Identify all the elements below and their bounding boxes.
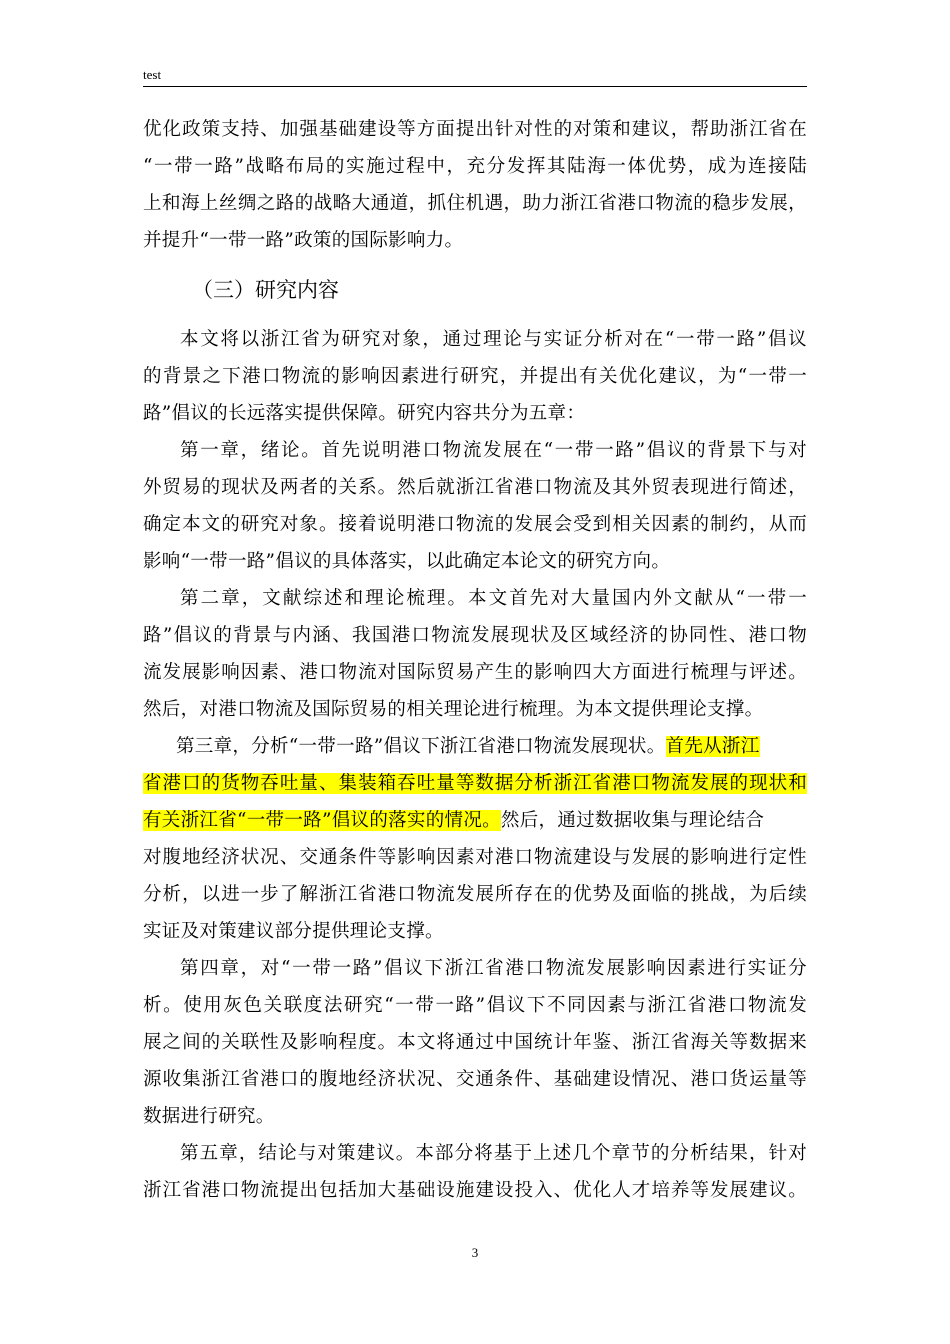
body-line: 第五章，结论与对策建议。本部分将基于上述几个章节的分析结果，针对 <box>180 1143 807 1164</box>
body-line: 影响“一带一路”倡议的具体落实，以此确定本论文的研究方向。 <box>143 551 671 572</box>
highlighted-text: 省港口的货物吞吐量、集装箱吞吐量等数据分析浙江省港口物流发展的现状和 <box>143 773 807 794</box>
highlighted-text: 首先从浙江 <box>665 736 760 757</box>
body-line: 流发展影响因素、港口物流对国际贸易产生的影响四大方面进行梳理与评述。 <box>143 662 807 683</box>
body-line: 源收集浙江省港口的腹地经济状况、交通条件、基础建设情况、港口货运量等 <box>143 1069 807 1090</box>
body-line: 浙江省港口物流提出包括加大基础设施建设投入、优化人才培养等发展建议。 <box>143 1180 807 1201</box>
body-line: 确定本文的研究对象。接着说明港口物流的发展会受到相关因素的制约，从而 <box>143 514 807 535</box>
section-heading: （三）研究内容 <box>192 278 339 302</box>
body-text: 然后，通过数据收集与理论结合 <box>500 810 765 831</box>
body-line: 分析，以进一步了解浙江省港口物流发展所存在的优势及面临的挑战，为后续 <box>143 884 807 905</box>
body-line: 展之间的关联性及影响程度。本文将通过中国统计年鉴、浙江省海关等数据来 <box>143 1032 807 1053</box>
body-line: 析。使用灰色关联度法研究“一带一路”倡议下不同因素与浙江省港口物流发 <box>143 995 807 1016</box>
body-line: 的背景之下港口物流的影响因素进行研究，并提出有关优化建议，为“一带一 <box>143 366 807 387</box>
body-line: 外贸易的现状及两者的关系。然后就浙江省港口物流及其外贸表现进行简述， <box>143 477 807 498</box>
body-line: “一带一路”战略布局的实施过程中，充分发挥其陆海一体优势，成为连接陆 <box>143 156 807 177</box>
body-line: 本文将以浙江省为研究对象，通过理论与实证分析对在“一带一路”倡议 <box>180 329 807 350</box>
header-rule <box>143 86 807 87</box>
body-line: 路”倡议的背景与内涵、我国港口物流发展现状及区域经济的协同性、港口物 <box>143 625 807 646</box>
body-line <box>143 765 807 802</box>
body-line: 数据进行研究。 <box>143 1106 275 1127</box>
body-line: 第二章，文献综述和理论梳理。本文首先对大量国内外文献从“一带一 <box>180 588 807 609</box>
body-line: 优化政策支持、加强基础建设等方面提出针对性的对策和建议，帮助浙江省在 <box>143 119 807 140</box>
page-number: 3 <box>471 1245 479 1260</box>
body-line: 然后，对港口物流及国际贸易的相关理论进行梳理。为本文提供理论支撑。 <box>143 699 764 720</box>
body-text: 第三章，分析“一带一路”倡议下浙江省港口物流发展现状。 <box>176 736 666 757</box>
body-line: 路”倡议的长远落实提供保障。研究内容共分为五章： <box>143 403 586 424</box>
highlighted-text: 有关浙江省“一带一路”倡议的落实的情况。 <box>143 810 501 831</box>
body-line: 第一章，绪论。首先说明港口物流发展在“一带一路”倡议的背景下与对 <box>180 440 807 461</box>
body-line-mixed <box>176 728 807 765</box>
body-line: 实证及对策建议部分提供理论支撑。 <box>143 921 444 942</box>
body-line-mixed <box>143 802 807 839</box>
page-header: test <box>143 67 162 82</box>
body-line: 上和海上丝绸之路的战略大通道，抓住机遇，助力浙江省港口物流的稳步发展， <box>143 193 807 214</box>
body-line: 第四章，对“一带一路”倡议下浙江省港口物流发展影响因素进行实证分 <box>180 958 807 979</box>
body-line: 并提升“一带一路”政策的国际影响力。 <box>143 230 464 251</box>
body-line: 对腹地经济状况、交通条件等影响因素对港口物流建设与发展的影响进行定性 <box>143 847 807 868</box>
